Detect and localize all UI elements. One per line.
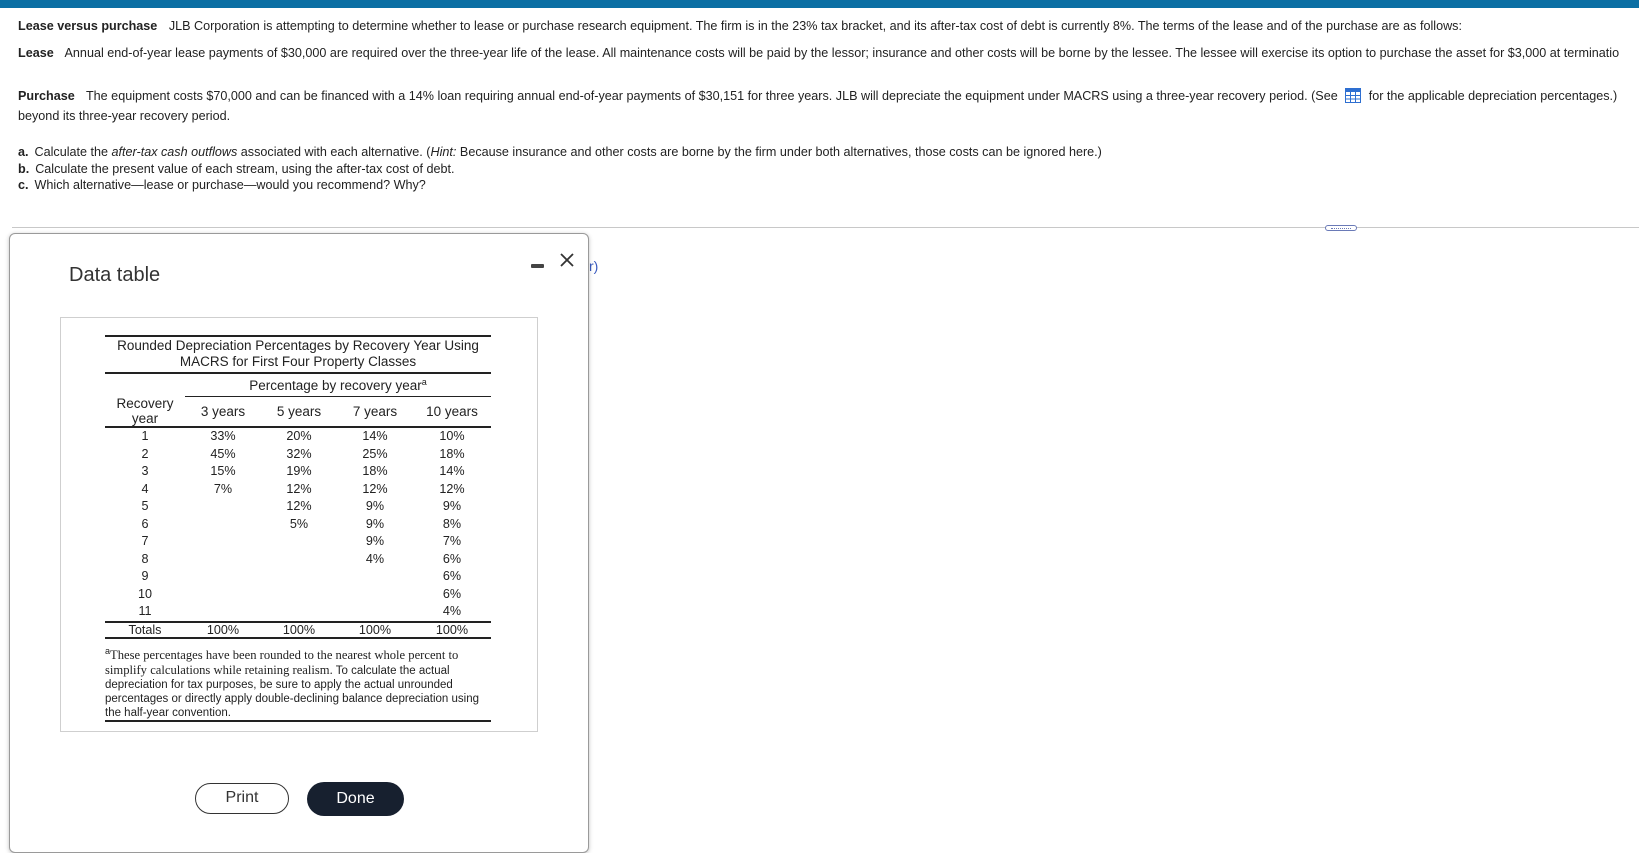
minimize-icon[interactable] [527,254,547,274]
footnote-text: calculations while retaining realism. [150,662,333,677]
percentage-cell: 9% [365,516,385,531]
table-row [105,533,491,551]
header-line: Recovery [116,396,174,411]
percentage-cell [261,603,337,622]
resize-handle-icon[interactable] [1325,225,1357,231]
totals-cell: 100% [337,622,413,638]
percentage-cell [261,533,337,551]
header-spacer [105,374,185,396]
percentage-cell: 8% [442,516,462,531]
percentage-cell: 7% [213,481,233,496]
percentage-cell: 14% [362,429,388,443]
recovery-year-cell: 2 [141,446,149,461]
table-row [105,498,491,516]
percentage-cell: 6% [442,569,462,583]
question-a [18,144,1639,161]
recovery-year-cell: 5 [141,499,149,513]
percentage-cell [185,586,261,604]
footnote-marker: a [105,645,111,656]
column-header: 5 years [261,396,337,427]
table-caption [105,335,491,374]
percentage-cell [261,568,337,586]
totals-cell: 100% [413,622,491,638]
span-header [185,374,491,396]
table-row [105,603,491,622]
question-text: Calculate the [34,145,112,159]
percentage-cell: 18% [362,464,388,478]
table-row [105,551,491,569]
percentage-cell: 14% [439,464,465,478]
done-button[interactable]: Done [307,782,404,816]
recovery-year-cell: 8 [141,551,149,566]
question-text: Which alternative—lease or purchase—would you recommend? Why? [34,178,426,192]
percentage-cell [337,586,413,604]
purchase-label: Purchase [18,89,75,103]
question-letter: c. [18,178,29,192]
question-letter: a. [18,145,29,159]
recovery-year-cell: 9 [141,569,149,583]
percentage-cell [261,551,337,569]
table-row [105,481,491,499]
recovery-year-cell: 10 [137,586,152,601]
percentage-cell: 4% [365,551,385,566]
percentage-cell [261,586,337,604]
percentage-cell: 4% [442,604,462,618]
percentage-cell [185,568,261,586]
percentage-cell: 5% [289,516,309,531]
question-text: Because insurance and other costs are borne by the firm under both alternatives, those costs can be ignored here.) [456,145,1102,159]
percentage-cell: 10% [439,429,465,443]
totals-cell: 100% [185,622,261,638]
percentage-cell: 33% [210,429,236,443]
caption-line: Rounded Depreciation Percentages by Recovery Year Using [117,338,479,353]
percentage-cell: 9% [365,499,385,513]
percentage-cell: 15% [210,464,236,478]
percentage-cell [337,568,413,586]
percentage-cell: 9% [365,534,385,548]
percentage-cell [185,603,261,622]
percentage-cell: 12% [439,481,465,496]
percentage-cell: 12% [362,481,388,496]
table-row [105,446,491,464]
recovery-year-cell: 4 [141,481,149,496]
problem-statement [18,18,1639,194]
percentage-cell: 7% [442,534,462,548]
purchase-text-line2: beyond its three-year recovery period. [18,109,231,123]
recovery-year-cell: 6 [141,516,149,531]
footnote-marker: a [421,376,427,387]
percentage-cell: 20% [286,429,312,443]
percentage-cell [185,498,261,516]
column-header: 10 years [413,396,491,427]
recovery-year-cell: 1 [141,429,149,443]
top-accent-bar [0,0,1639,8]
footnote-text: These percentages have been rounded to the nearest whole percent to simplify [105,647,459,677]
hint-label: Hint: [430,145,457,159]
percentage-cell: 9% [442,499,462,513]
print-button[interactable]: Print [195,783,289,814]
problem-title: Lease versus purchase [18,19,158,33]
question-emphasis: after-tax cash outflows [111,145,238,159]
header-line: year [131,411,159,426]
table-row [105,568,491,586]
percentage-cell: 18% [439,446,465,461]
span-header-text: Percentage by recovery year [249,377,422,393]
purchase-line-2 [18,108,1639,124]
data-table-dialog [9,233,589,853]
percentage-cell: 6% [442,586,462,601]
table-row [105,516,491,534]
recovery-year-header [105,396,185,427]
question-text: Calculate the present value of each stream, using the after-tax cost of debt. [35,161,455,176]
question-list [18,144,1639,194]
recovery-year-cell: 3 [141,464,149,478]
problem-intro: JLB Corporation is attempting to determine whether to lease or purchase research equipment. The firm is in the 23% tax bracket, and its after-tax cost of debt is currently 8%. The terms of the lease and of the purchase are as follows: [168,19,1462,33]
intro-line [18,18,1639,34]
macrs-table [105,374,491,639]
percentage-cell: 25% [362,446,388,461]
lease-label: Lease [18,46,54,60]
column-header: 7 years [337,396,413,427]
percentage-cell: 12% [286,499,312,513]
percentage-cell: 32% [286,446,312,461]
table-panel [60,317,538,732]
column-header: 3 years [185,396,261,427]
lease-text: Annual end-of-year lease payments of $30,000 are required over the three-year life of the lease. All maintenance costs will be paid by the lessor; insurance and other costs will be borne by the lessee. The lessee will exercise its option to purchase the asset for $3,000 at terminatio [64,46,1620,60]
data-table-icon[interactable] [1345,88,1361,103]
table-row [105,586,491,604]
obscured-text-fragment: r) [589,258,599,274]
percentage-cell [337,603,413,622]
table-footnote [105,639,491,722]
footnote-text: To calculate the actual depreciation for tax purposes, be sure to apply the actual unrounded percentages or directly apply double-declining balance depreciation using the half-year convention. [105,664,479,719]
close-icon[interactable] [556,249,578,271]
purchase-line [18,88,1639,104]
section-divider [12,227,1639,228]
percentage-cell: 45% [210,446,236,461]
question-text: associated with each alternative. ( [237,145,431,159]
question-letter: b. [18,161,30,176]
table-row [105,427,491,446]
percentage-cell: 12% [286,481,312,496]
percentage-cell [185,516,261,534]
question-b [18,161,1639,178]
totals-cell: Totals [105,622,185,638]
macrs-table-wrapper [105,335,491,722]
percentage-cell: 6% [442,551,462,566]
totals-row [105,622,491,638]
percentage-cell [185,533,261,551]
totals-cell: 100% [261,622,337,638]
table-row [105,463,491,481]
question-c [18,177,1639,194]
recovery-year-cell: 7 [141,534,149,548]
caption-line: MACRS for First Four Property Classes [179,354,417,369]
purchase-text-after: for the applicable depreciation percentages.) [1368,89,1618,103]
lease-line [18,45,1639,61]
percentage-cell: 19% [286,464,312,478]
dialog-title: Data table [69,264,161,286]
purchase-text: The equipment costs $70,000 and can be financed with a 14% loan requiring annual end-of-year payments of $30,151 for three years. JLB will depreciate the equipment under MACRS using a three-year recovery period. (See [85,89,1338,103]
recovery-year-cell: 11 [138,604,152,618]
percentage-cell [185,551,261,569]
table-body [105,427,491,622]
